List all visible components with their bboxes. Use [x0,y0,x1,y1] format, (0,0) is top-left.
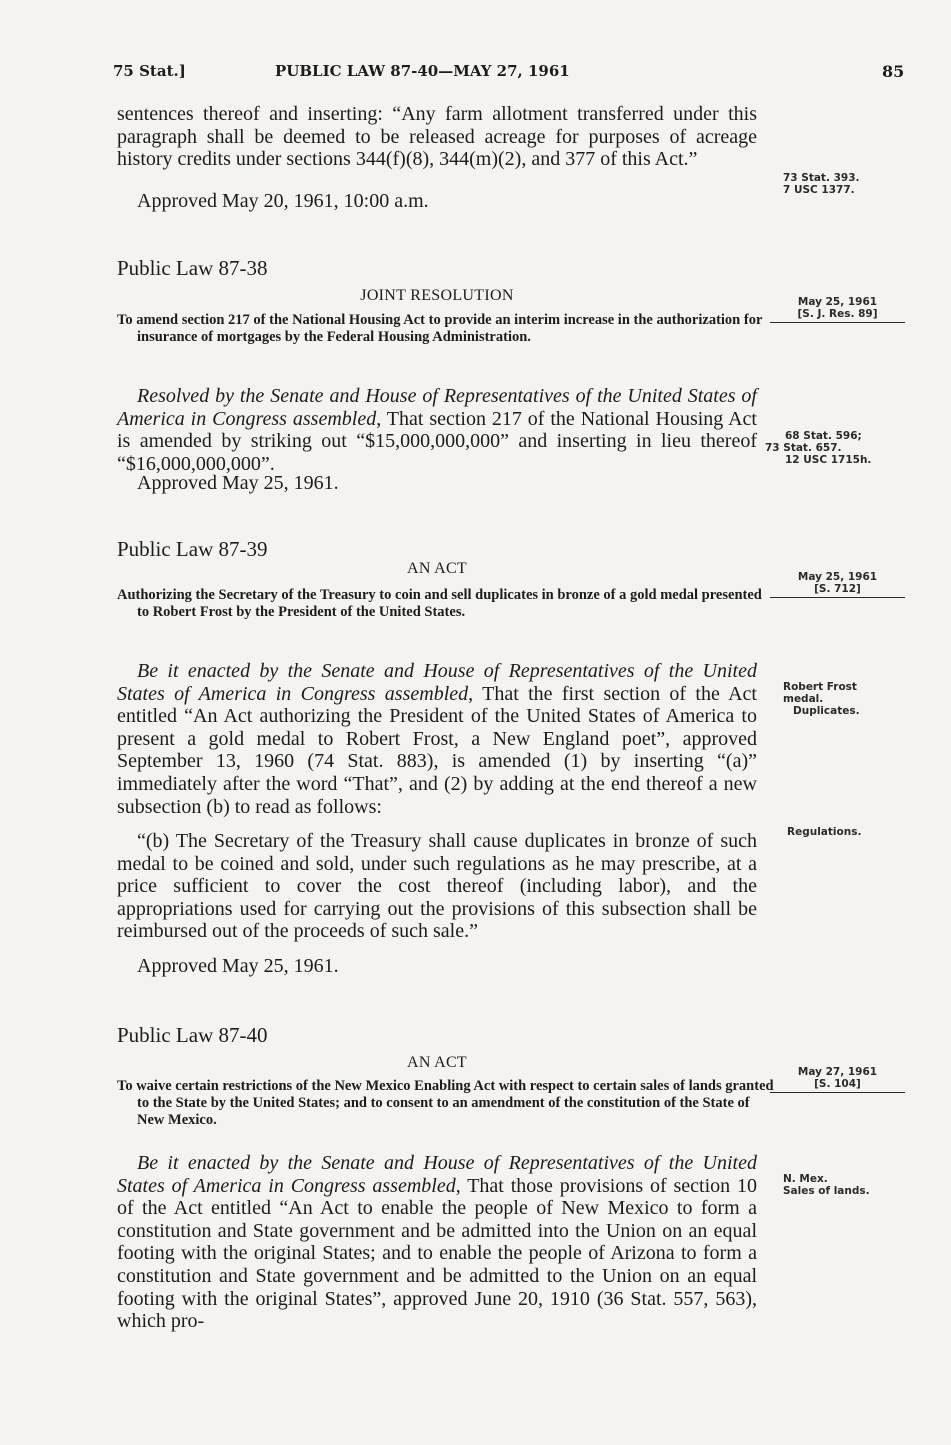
margin-line: 7 USC 1377. [783,184,855,196]
law-87-38-approved: Approved May 25, 1961. [137,472,339,494]
margin-line: [S. J. Res. 89] [797,308,878,320]
margin-line: May 27, 1961 [797,1066,878,1078]
law-87-38-body [117,385,757,475]
law-87-40-body [117,1152,757,1333]
law-87-38-margin-date [770,296,905,323]
law-87-39-type: AN ACT [406,560,468,577]
page-running-title: PUBLIC LAW 87-40—MAY 27, 1961 [275,62,570,80]
margin-line: May 25, 1961 [797,296,878,308]
law-87-40-margin-date [770,1066,905,1093]
enacting-clause: Resolved by the Senate and House of Representatives of the United States of America in Congress assembled [117,385,757,430]
intro-approved: Approved May 20, 1961, 10:00 a.m. [137,190,429,212]
law-87-39-approved: Approved May 25, 1961. [137,955,339,977]
law-87-39-margin-date [770,571,905,598]
margin-line: Duplicates. [793,705,860,717]
law-87-39-subsection-b: “(b) The Secretary of the Treasury shall cause duplicates in bronze of such medal to be coined and sold, under such regulations as he may prescribe, at a price sufficient to cover the cost thereof (including labor), and the appropriations used for carrying out the provisions of this subsection shall be reimbursed out of the proceeds of such sale.” [117,830,757,943]
margin-line: 73 Stat. 393. [783,172,860,184]
margin-line: Robert Frost [783,681,857,693]
body-text: , That the first section of the Act entitled “An Act authorizing the President of the United States of America to present a gold medal to Robert Frost, a New England poet”, approved September 13, 1960 (74 Stat. 883), is amended (1) by inserting “(a)” immediately after the word “That”, and (2) by adding at the end thereof a new subsection (b) to read as follows: [117,682,757,818]
law-87-38-summary: To amend section 217 of the National Housing Act to provide an interim increase in the authorization for insurance of mortgages by the Federal Housing Administration. [117,312,763,345]
intro-margin-citation [783,172,923,196]
intro-paragraph: sentences thereof and inserting: “Any farm allotment transferred under this paragraph shall be deemed to be released acreage for purposes of acreage history credits under sections 344(f)(8), 344(m)(2), and 377 of this Act.” [117,103,757,171]
margin-line: [S. 104] [814,1078,861,1090]
margin-line: 12 USC 1715h. [785,454,872,466]
enacting-clause: Be it enacted by the Senate and House of Representatives of the United States of America in Congress assembled [117,660,757,705]
body-text: , That section 217 of the National Housing Act is amended by striking out “$15,000,000,000” and inserting in lieu thereof “$16,000,000,000”. [117,407,757,475]
margin-line: Sales of lands. [783,1185,870,1197]
law-87-40-heading: Public Law 87-40 [117,1023,268,1047]
margin-line: N. Mex. [783,1173,828,1185]
law-87-40-type: AN ACT [406,1054,468,1071]
volume-reference: 75 Stat.] [113,62,186,80]
body-text: , That those provisions of section 10 of the Act entitled “An Act to enable the people of New Mexico to form a constitution and State government and be admitted into the Union on an equal footing with the original States; and to enable the people of Arizona to form a constitution and State government and be admitted to the Union on an equal footing with the original States”, approved June 20, 1910 (36 Stat. 557, 563), which pro- [117,1174,757,1333]
margin-line: 73 Stat. 657. [765,442,842,454]
law-87-39-summary: Authorizing the Secretary of the Treasury to coin and sell duplicates in bronze of a gold medal presented to Robert Frost by the President of the United States. [117,587,762,620]
law-87-38-type: JOINT RESOLUTION [360,287,514,304]
margin-line: [S. 712] [814,583,861,595]
enacting-clause: Be it enacted by the Senate and House of Representatives of the United States of America in Congress assembled [117,1152,757,1197]
law-87-40-margin-topic [783,1173,923,1197]
margin-line: 68 Stat. 596; [785,430,862,442]
margin-line: May 25, 1961 [797,571,878,583]
law-87-39-heading: Public Law 87-39 [117,537,268,561]
law-87-39-margin-topic [783,681,923,717]
page-number: 85 [882,62,905,81]
law-87-39-body [117,660,757,818]
law-87-39-margin-regulations: Regulations. [787,826,862,838]
law-87-38-heading: Public Law 87-38 [117,256,268,280]
margin-line: medal. [783,693,824,705]
law-87-38-margin-citation [765,430,905,466]
law-87-40-summary: To waive certain restrictions of the New Mexico Enabling Act with respect to certain sales of lands granted to the State by the United States; and to consent to an amendment of the constitution of the State of New Mexico. [117,1078,774,1128]
